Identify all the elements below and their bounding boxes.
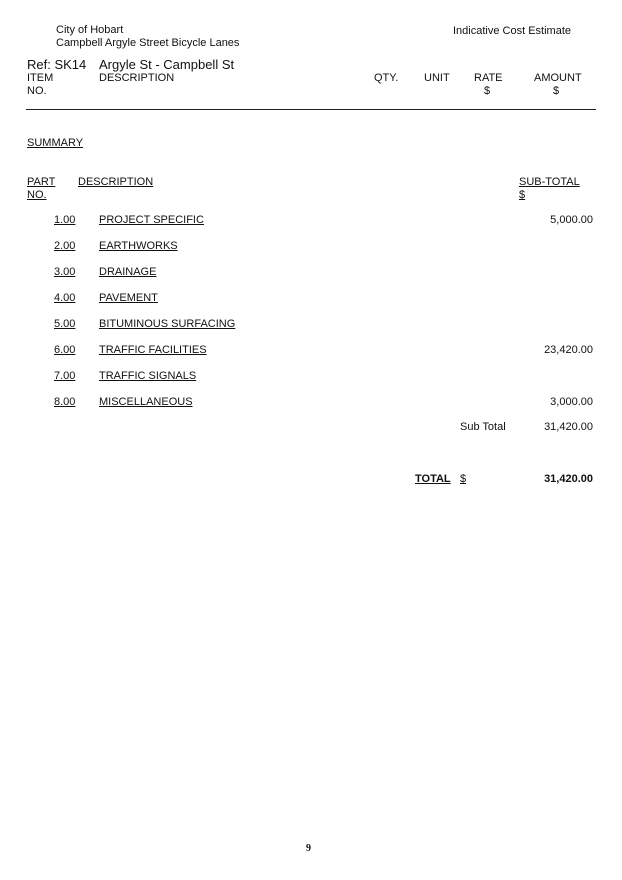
subtotal-header-line1: SUB-TOTAL	[519, 176, 580, 188]
part-description: BITUMINOUS SURFACING	[99, 318, 236, 330]
part-description: PROJECT SPECIFIC	[99, 214, 204, 226]
reference-number: Ref: SK14	[27, 57, 87, 72]
table-row	[0, 214, 622, 228]
part-description: PAVEMENT	[99, 292, 158, 304]
part-description: TRAFFIC SIGNALS	[99, 370, 197, 382]
part-number: 3.00	[54, 266, 76, 278]
part-description: MISCELLANEOUS	[99, 396, 193, 408]
part-number: 8.00	[54, 396, 76, 408]
part-description: TRAFFIC FACILITIES	[99, 344, 207, 356]
document-type: Indicative Cost Estimate	[453, 25, 571, 37]
table-row	[0, 396, 622, 410]
part-number: 1.00	[54, 214, 76, 226]
part-number: 5.00	[54, 318, 76, 330]
total-value: 31,420.00	[544, 473, 593, 485]
table-row	[0, 292, 622, 306]
part-subtotal: 5,000.00	[550, 214, 593, 226]
description-header: DESCRIPTION	[99, 72, 175, 84]
location-title: Argyle St - Campbell St	[99, 57, 235, 72]
total-label: TOTAL	[415, 473, 451, 485]
part-subtotal: 23,420.00	[544, 344, 593, 356]
item-no-header-line1: ITEM	[27, 72, 54, 84]
rate-header-line2: $	[484, 85, 491, 97]
part-number: 4.00	[54, 292, 76, 304]
part-no-header-line1: PART	[27, 176, 56, 188]
project-name: Campbell Argyle Street Bicycle Lanes	[56, 37, 240, 49]
subtotal-label: Sub Total	[460, 421, 506, 433]
part-number: 7.00	[54, 370, 76, 382]
header-divider	[26, 109, 596, 110]
organization-name: City of Hobart	[56, 24, 124, 36]
subtotal-header-line2: $	[519, 189, 526, 201]
table-row	[0, 266, 622, 280]
part-description: EARTHWORKS	[99, 240, 178, 252]
item-no-header-line2: NO.	[27, 85, 47, 97]
rate-header-line1: RATE	[474, 72, 503, 84]
part-number: 6.00	[54, 344, 76, 356]
qty-header: QTY.	[374, 72, 399, 84]
summary-title: SUMMARY	[27, 137, 84, 149]
table-row	[0, 344, 622, 358]
summary-description-header: DESCRIPTION	[78, 176, 154, 188]
subtotal-value: 31,420.00	[544, 421, 593, 433]
part-description: DRAINAGE	[99, 266, 157, 278]
unit-header: UNIT	[424, 72, 450, 84]
table-row	[0, 370, 622, 384]
amount-header-line1: AMOUNT	[534, 72, 582, 84]
total-currency: $	[460, 473, 467, 485]
table-row	[0, 240, 622, 254]
part-subtotal: 3,000.00	[550, 396, 593, 408]
part-no-header-line2: NO.	[27, 189, 47, 201]
amount-header-line2: $	[553, 85, 560, 97]
table-row	[0, 318, 622, 332]
page-number: 9	[306, 843, 311, 854]
part-number: 2.00	[54, 240, 76, 252]
